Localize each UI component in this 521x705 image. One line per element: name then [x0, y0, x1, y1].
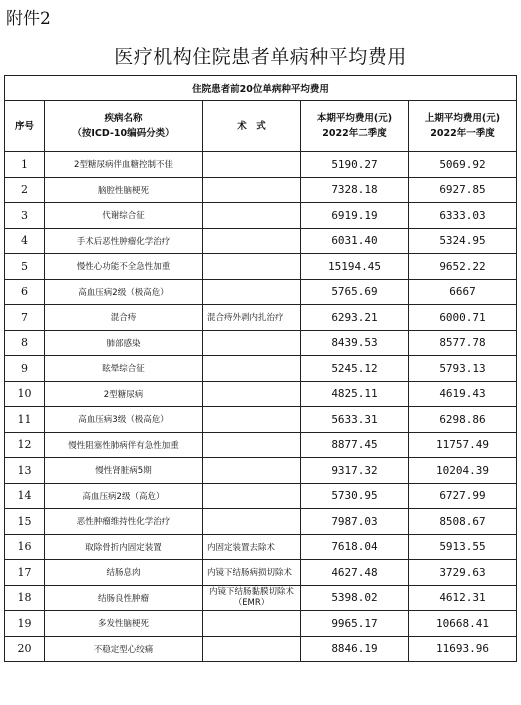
table-row	[5, 177, 517, 203]
cell-current-cost: 5245.12	[301, 356, 409, 382]
cell-index: 18	[5, 585, 45, 611]
cell-disease: 2型糖尿病	[45, 381, 203, 407]
cell-previous-cost: 10668.41	[409, 611, 517, 637]
header-disease-line1: 疾病名称	[104, 113, 143, 124]
cell-surgery	[203, 407, 301, 433]
table-subtitle: 住院患者前20位单病种平均费用	[5, 76, 517, 101]
cell-previous-cost: 6333.03	[409, 203, 517, 229]
cell-surgery	[203, 381, 301, 407]
document-title: 医疗机构住院患者单病种平均费用	[114, 46, 407, 68]
table-row	[5, 279, 517, 305]
cell-previous-cost: 3729.63	[409, 560, 517, 586]
header-current-line2: 2022年二季度	[322, 128, 387, 139]
header-index	[5, 101, 45, 152]
cell-disease: 不稳定型心绞痛	[45, 636, 203, 662]
cell-current-cost: 5730.95	[301, 483, 409, 509]
cell-surgery	[203, 483, 301, 509]
header-disease-line2: （按ICD-10编码分类）	[72, 128, 175, 139]
cell-surgery	[203, 356, 301, 382]
cell-surgery	[203, 509, 301, 535]
cell-index: 9	[5, 356, 45, 382]
header-current-line1: 本期平均费用(元)	[316, 113, 393, 124]
table-row	[5, 356, 517, 382]
cell-disease: 2型糖尿病伴血糖控制不佳	[45, 152, 203, 178]
cell-current-cost: 7328.18	[301, 177, 409, 203]
cell-index: 10	[5, 381, 45, 407]
cell-surgery	[203, 254, 301, 280]
table-row	[5, 432, 517, 458]
cell-previous-cost: 4619.43	[409, 381, 517, 407]
cell-previous-cost: 5793.13	[409, 356, 517, 382]
cell-disease: 高血压病2级（高危）	[45, 483, 203, 509]
cell-current-cost: 5190.27	[301, 152, 409, 178]
table-row	[5, 534, 517, 560]
cell-previous-cost: 11693.96	[409, 636, 517, 662]
table-row	[5, 305, 517, 331]
cell-index: 13	[5, 458, 45, 484]
cell-index: 3	[5, 203, 45, 229]
table-row	[5, 254, 517, 280]
cell-previous-cost: 8577.78	[409, 330, 517, 356]
cell-current-cost: 15194.45	[301, 254, 409, 280]
cell-previous-cost: 5324.95	[409, 228, 517, 254]
cell-previous-cost: 5069.92	[409, 152, 517, 178]
cell-surgery	[203, 152, 301, 178]
cell-surgery	[203, 330, 301, 356]
cell-surgery	[203, 636, 301, 662]
table-row	[5, 611, 517, 637]
cell-previous-cost: 10204.39	[409, 458, 517, 484]
cell-disease: 脑腔性脑梗死	[45, 177, 203, 203]
cell-previous-cost: 6000.71	[409, 305, 517, 331]
cell-current-cost: 6031.40	[301, 228, 409, 254]
table-row	[5, 458, 517, 484]
table-row	[5, 483, 517, 509]
cell-current-cost: 5765.69	[301, 279, 409, 305]
header-previous-line1: 上期平均费用(元)	[424, 113, 501, 124]
header-surgery-label: 术 式	[237, 120, 266, 132]
cell-surgery	[203, 279, 301, 305]
cell-disease: 慢性心功能不全急性加重	[45, 254, 203, 280]
cell-index: 20	[5, 636, 45, 662]
cell-index: 6	[5, 279, 45, 305]
table-row	[5, 330, 517, 356]
cell-current-cost: 8439.53	[301, 330, 409, 356]
cell-index: 16	[5, 534, 45, 560]
cell-previous-cost: 5913.55	[409, 534, 517, 560]
cell-previous-cost: 6667	[409, 279, 517, 305]
cell-disease: 恶性肿瘤维持性化学治疗	[45, 509, 203, 535]
cell-surgery	[203, 611, 301, 637]
cell-index: 15	[5, 509, 45, 535]
cell-index: 5	[5, 254, 45, 280]
header-current	[301, 101, 409, 152]
header-surgery	[203, 101, 301, 152]
cell-surgery	[203, 203, 301, 229]
cell-index: 1	[5, 152, 45, 178]
header-previous-line2: 2022年一季度	[430, 128, 495, 139]
cell-surgery	[203, 458, 301, 484]
header-previous	[409, 101, 517, 152]
cell-disease: 混合痔	[45, 305, 203, 331]
table-row	[5, 585, 517, 611]
cell-disease: 慢性阻塞性肺病伴有急性加重	[45, 432, 203, 458]
cell-previous-cost: 6727.99	[409, 483, 517, 509]
cell-disease: 结肠良性肿瘤	[45, 585, 203, 611]
table-row	[5, 560, 517, 586]
table-row	[5, 509, 517, 535]
cell-index: 14	[5, 483, 45, 509]
cell-current-cost: 5398.02	[301, 585, 409, 611]
cell-current-cost: 7987.03	[301, 509, 409, 535]
cell-current-cost: 9317.32	[301, 458, 409, 484]
table-subtitle-row	[5, 76, 517, 101]
cell-previous-cost: 6927.85	[409, 177, 517, 203]
cell-current-cost: 9965.17	[301, 611, 409, 637]
cell-surgery	[203, 228, 301, 254]
cell-current-cost: 8877.45	[301, 432, 409, 458]
attachment-label: 附件2	[6, 9, 51, 29]
cell-index: 4	[5, 228, 45, 254]
table-header-row	[5, 101, 517, 152]
cell-previous-cost: 11757.49	[409, 432, 517, 458]
cell-current-cost: 6919.19	[301, 203, 409, 229]
cell-disease: 慢性肾脏病5期	[45, 458, 203, 484]
header-index-label: 序号	[14, 120, 34, 132]
cell-index: 19	[5, 611, 45, 637]
cell-index: 2	[5, 177, 45, 203]
cell-surgery	[203, 432, 301, 458]
table-row	[5, 228, 517, 254]
cell-disease: 取除骨折内固定装置	[45, 534, 203, 560]
cell-current-cost: 8846.19	[301, 636, 409, 662]
cell-index: 8	[5, 330, 45, 356]
cost-table	[4, 75, 517, 662]
cell-current-cost: 4825.11	[301, 381, 409, 407]
cell-disease: 手术后恶性肿瘤化学治疗	[45, 228, 203, 254]
table-row	[5, 381, 517, 407]
cell-surgery: 内镜下结肠病损切除术	[203, 560, 301, 586]
cell-index: 11	[5, 407, 45, 433]
cell-disease: 代谢综合征	[45, 203, 203, 229]
cell-current-cost: 6293.21	[301, 305, 409, 331]
cell-disease: 多发性脑梗死	[45, 611, 203, 637]
cell-previous-cost: 8508.67	[409, 509, 517, 535]
cell-disease: 高血压病2级（极高危）	[45, 279, 203, 305]
table-row	[5, 407, 517, 433]
cell-previous-cost: 6298.86	[409, 407, 517, 433]
table-row	[5, 636, 517, 662]
cell-current-cost: 5633.31	[301, 407, 409, 433]
cell-previous-cost: 9652.22	[409, 254, 517, 280]
cell-disease: 眩晕综合征	[45, 356, 203, 382]
cell-disease: 肺部感染	[45, 330, 203, 356]
cell-current-cost: 7618.04	[301, 534, 409, 560]
cell-surgery: 内固定装置去除术	[203, 534, 301, 560]
cell-surgery: 内镜下结肠黏膜切除术（EMR）	[203, 585, 301, 611]
cell-current-cost: 4627.48	[301, 560, 409, 586]
cell-disease: 高血压病3级（极高危）	[45, 407, 203, 433]
cell-surgery: 混合痔外剥内扎治疗	[203, 305, 301, 331]
cell-index: 12	[5, 432, 45, 458]
cell-index: 17	[5, 560, 45, 586]
cell-index: 7	[5, 305, 45, 331]
table-row	[5, 203, 517, 229]
cell-surgery	[203, 177, 301, 203]
table-row	[5, 152, 517, 178]
cell-disease: 结肠息肉	[45, 560, 203, 586]
cell-previous-cost: 4612.31	[409, 585, 517, 611]
header-disease	[45, 101, 203, 152]
